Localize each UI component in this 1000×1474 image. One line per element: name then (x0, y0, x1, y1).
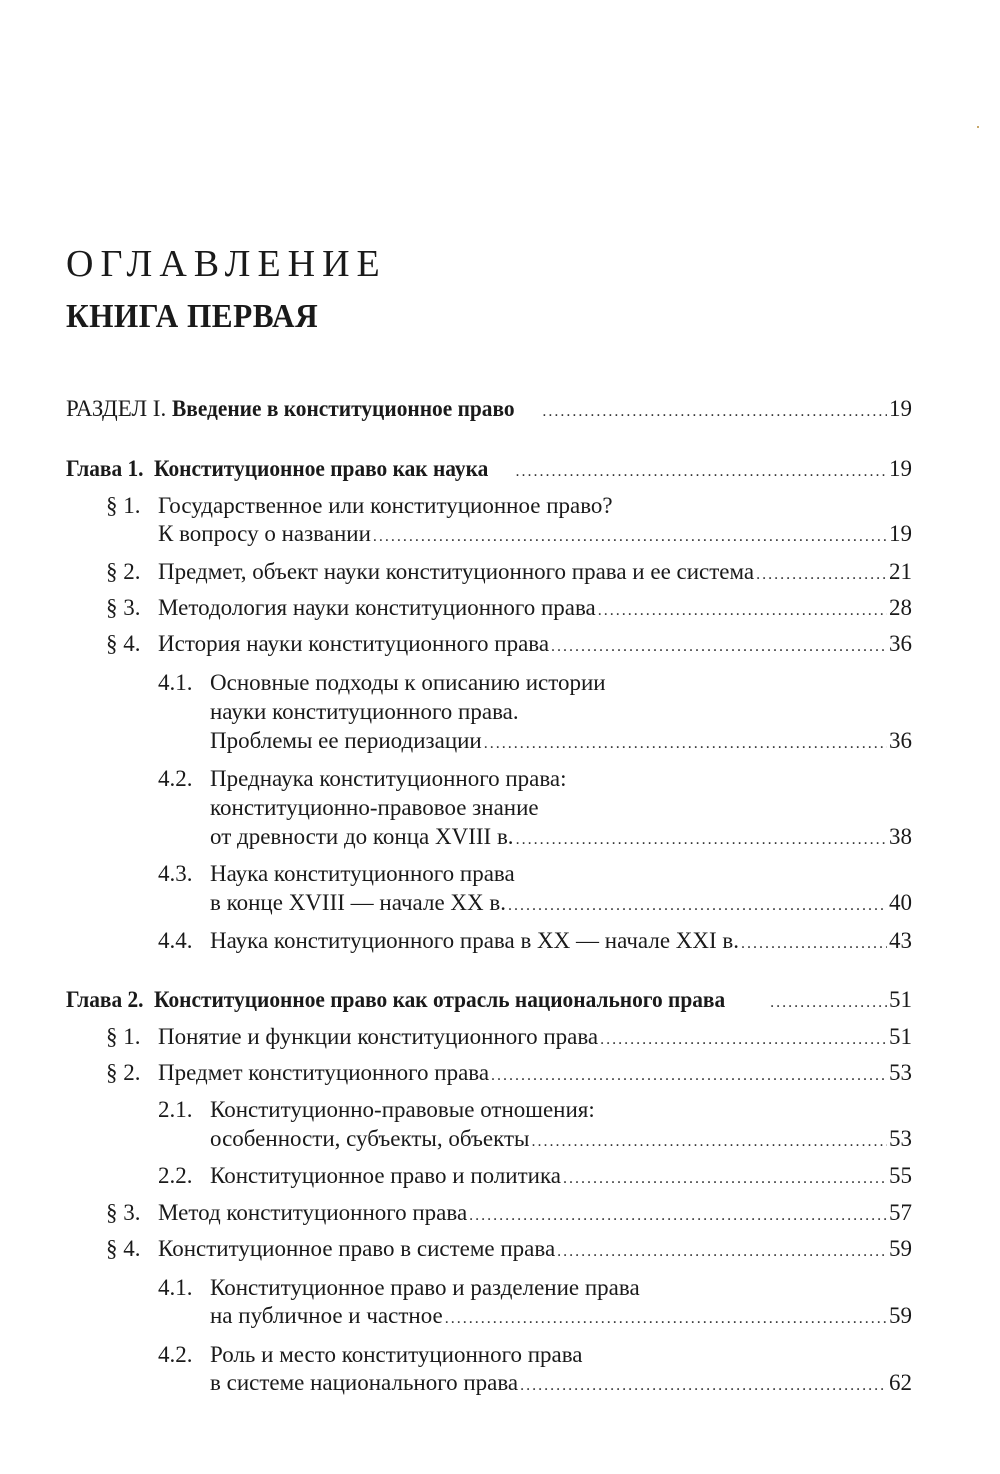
page-title: ОГЛАВЛЕНИЕ (66, 243, 387, 285)
toc-entry-ch1-par-2[interactable] (158, 556, 912, 588)
paragraph-number: § 2. (106, 559, 141, 584)
page-number: 53 (889, 1060, 912, 1085)
subparagraph-title: Наука конституционного права в XX — начале XXI в. (210, 928, 740, 953)
toc-entry-ch2-sub-2-2[interactable] (210, 1160, 912, 1192)
subparagraph-title-line: Проблемы ее периодизации (210, 728, 482, 753)
page-number: 36 (889, 728, 912, 753)
page-number: 19 (889, 396, 912, 421)
dot-leader (770, 987, 887, 1019)
chapter-title: Конституционное право как отрасль национального права (154, 987, 726, 1012)
subparagraph-title-line: в конце XVIII — начале XX в. (210, 890, 506, 915)
dot-leader (373, 521, 887, 553)
page-number: 62 (889, 1370, 912, 1395)
subparagraph-title-line: конституционно-правовое знание (210, 795, 539, 820)
subparagraph-number: 4.2. (158, 766, 193, 791)
paragraph-title: Предмет, объект науки конституционного права и ее система (158, 559, 755, 584)
subparagraph-title-line: науки конституционного права. (210, 699, 519, 724)
chapter-number: Глава 1. (66, 456, 144, 481)
page-number: 36 (889, 631, 912, 656)
toc-entry-chapter-1[interactable] (66, 453, 912, 485)
dot-leader (531, 1126, 887, 1158)
page-number: 28 (889, 595, 912, 620)
page-number: 19 (889, 456, 912, 481)
toc-entry-ch2-par-1[interactable] (158, 1021, 912, 1053)
subparagraph-title-line: на публичное и частное (210, 1303, 443, 1328)
paragraph-title-line: К вопросу о названии (158, 521, 371, 546)
subparagraph-title-line: Преднаука конституционного права: (210, 766, 567, 791)
toc-entry-ch2-sub-4-1[interactable] (210, 1300, 912, 1332)
toc-entry-ch1-sub-4-3[interactable] (210, 887, 912, 919)
dot-leader (600, 1024, 887, 1056)
dot-leader (469, 1200, 887, 1232)
toc-entry-ch1-par-3[interactable] (158, 592, 912, 624)
toc-entry-chapter-2[interactable] (66, 984, 912, 1016)
paragraph-number: § 4. (106, 1236, 141, 1261)
subparagraph-title-line: Конституционно-правовые отношения: (210, 1097, 595, 1122)
paragraph-title: Метод конституционного права (158, 1200, 468, 1225)
paragraph-title: Конституционное право в системе права (158, 1236, 556, 1261)
toc-entry-ch1-par-1[interactable] (158, 518, 912, 550)
dot-leader (756, 559, 887, 591)
subparagraph-title-line: в системе национального права (210, 1370, 519, 1395)
page-number: 53 (889, 1126, 912, 1151)
dot-leader (508, 890, 887, 922)
page-number: 51 (889, 987, 912, 1012)
chapter-title: Конституционное право как наука (154, 456, 489, 481)
toc-entry-ch2-sub-4-2[interactable] (210, 1367, 912, 1399)
subparagraph-number: 4.1. (158, 670, 193, 695)
dot-leader (557, 1236, 887, 1268)
page-number: 55 (889, 1163, 912, 1188)
toc-entry-ch1-par-4[interactable] (158, 628, 912, 660)
subparagraph-title: Конституционное право и политика (210, 1163, 562, 1188)
book-title: КНИГА ПЕРВАЯ (66, 298, 319, 335)
toc-entry-ch2-par-4[interactable] (158, 1233, 912, 1265)
subparagraph-title-line: Конституционное право и разделение права (210, 1275, 640, 1300)
subparagraph-title-line: Роль и место конституционного права (210, 1342, 583, 1367)
paragraph-title-line: Государственное или конституционное право? (158, 493, 613, 518)
dot-leader (491, 1060, 887, 1092)
paragraph-title: Предмет конституционного права (158, 1060, 490, 1085)
dot-leader (563, 1163, 887, 1195)
paragraph-title: Понятие и функции конституционного права (158, 1024, 599, 1049)
toc-entry-ch2-sub-2-1[interactable] (210, 1123, 912, 1155)
dot-leader (741, 928, 887, 960)
dot-leader (598, 595, 887, 627)
subparagraph-title-line: от древности до конца XVIII в. (210, 824, 514, 849)
page-number: 57 (889, 1200, 912, 1225)
subparagraph-number: 4.4. (158, 928, 193, 953)
section-prefix: РАЗДЕЛ I. (66, 396, 167, 421)
page-number: 40 (889, 890, 912, 915)
toc-entry-section-1[interactable] (66, 393, 912, 425)
subparagraph-number: 2.2. (158, 1163, 193, 1188)
paragraph-number: § 3. (106, 595, 141, 620)
subparagraph-number: 4.2. (158, 1342, 193, 1367)
paragraph-number: § 1. (106, 1024, 141, 1049)
page-number: 59 (889, 1303, 912, 1328)
subparagraph-title-line: Основные подходы к описанию истории (210, 670, 606, 695)
toc-entry-ch1-sub-4-1[interactable] (210, 725, 912, 757)
dot-leader (551, 631, 887, 663)
paragraph-title: Методология науки конституционного права (158, 595, 596, 620)
page-number: 19 (889, 521, 912, 546)
dot-leader (516, 824, 887, 856)
dot-leader (542, 396, 887, 428)
subparagraph-title-line: особенности, субъекты, объекты (210, 1126, 530, 1151)
paragraph-number: § 1. (106, 493, 141, 518)
toc-entry-ch1-sub-4-2[interactable] (210, 821, 912, 853)
subparagraph-number: 2.1. (158, 1097, 193, 1122)
paragraph-title: История науки конституционного права (158, 631, 550, 656)
toc-entry-ch2-par-3[interactable] (158, 1197, 912, 1229)
subparagraph-title-line: Наука конституционного права (210, 861, 515, 886)
paragraph-number: § 4. (106, 631, 141, 656)
dot-leader (515, 456, 887, 488)
subparagraph-number: 4.3. (158, 861, 193, 886)
page-number: 51 (889, 1024, 912, 1049)
subparagraph-number: 4.1. (158, 1275, 193, 1300)
dot-leader (484, 728, 887, 760)
page-number: 38 (889, 824, 912, 849)
dot-leader (520, 1370, 887, 1402)
page-number: 21 (889, 559, 912, 584)
paragraph-number: § 2. (106, 1060, 141, 1085)
toc-entry-ch2-par-2[interactable] (158, 1057, 912, 1089)
paragraph-number: § 3. (106, 1200, 141, 1225)
toc-entry-ch1-sub-4-4[interactable] (210, 925, 912, 957)
page-number: 43 (889, 928, 912, 953)
dot-leader (445, 1303, 887, 1335)
page-number: 59 (889, 1236, 912, 1261)
chapter-number: Глава 2. (66, 987, 144, 1012)
section-title: Введение в конституционное право (171, 396, 515, 421)
